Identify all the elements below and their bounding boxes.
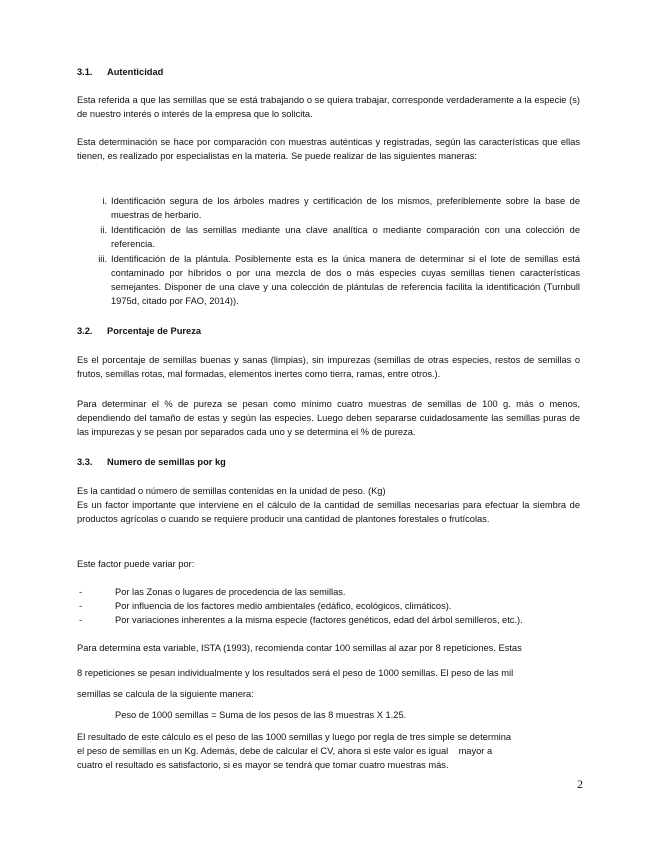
list-text: Por influencia de los factores medio ambientales (edáfico, ecológicos, climáticos).: [115, 601, 452, 611]
bullet: -: [79, 615, 83, 625]
section-title: Autenticidad: [107, 67, 164, 77]
list-text: Identificación segura de los árboles madres y certificación de los mismos, preferiblemente sobre la base de muestras de herbario.: [111, 196, 580, 220]
list-label: ii.: [100, 225, 107, 235]
list-text: Identificación de la plántula. Posiblemente esta es la única manera de determinar si el lote de semillas está contaminado por híbridos o por una mezcla de dos o más especies cuyas semillas tienen características semejantes. Disponer de una clave y una colección de plántulas de referencia facilita la identificación (Turnbull 1975d, citado por FAO, 2014)).: [111, 254, 580, 306]
list-label: i.: [102, 196, 107, 206]
section-heading-autenticidad: [77, 65, 580, 79]
section-number: 3.1.: [77, 67, 93, 77]
list-label: iii.: [98, 254, 107, 264]
section-heading-pureza: [77, 324, 580, 338]
text-line: Para determina esta variable, ISTA (1993), recomienda contar 100 semillas al azar por 8 repeticiones. Estas: [77, 643, 522, 653]
list-text: Identificación de las semillas mediante una clave analítica o mediante comparación con una colección de referencia.: [111, 225, 580, 249]
section-number: 3.3.: [77, 457, 93, 467]
section-heading-numero-semillas: [77, 455, 580, 469]
page-number: 2: [577, 777, 583, 791]
paragraph: Para determinar el % de pureza se pesan como mínimo cuatro muestras de semillas de 100 g. más o menos, dependiendo del tamaño de estas y según las especies. Luego deben separarse cuidadosamente las semillas puras de las impurezas y se pesan por separados cada uno y se determina el % de pureza.: [77, 399, 580, 437]
text-line: 8 repeticiones se pesan individualmente y los resultados será el peso de 1000 semillas. El peso de las mil: [77, 668, 514, 678]
paragraph: Esta referida a que las semillas que se está trabajando o se quiera trabajar, corresponde verdaderamente a la especie (s) de nuestro interés o interés de la empresa que lo solicita.: [77, 95, 580, 119]
section-title: Numero de semillas por kg: [107, 457, 226, 467]
paragraph: Este factor puede variar por:: [77, 559, 195, 569]
text-line: cuatro el resultado es satisfactorio, si es mayor se tendrá que tomar cuatro muestras más.: [77, 760, 449, 770]
paragraph: Esta determinación se hace por comparación con muestras auténticas y registradas, según las características que ellas tienen, es realizado por especialistas en la materia. Se puede realizar de las siguientes maneras:: [77, 137, 580, 161]
text-line: semillas se calcula de la siguiente manera:: [77, 689, 254, 699]
bullet: -: [79, 587, 83, 597]
text-line: El resultado de este cálculo es el peso de las 1000 semillas y luego por regla de tres simple se determina: [77, 732, 512, 742]
list-text: Por variaciones inherentes a la misma especie (factores genéticos, edad del árbol semilleros, etc.).: [115, 615, 523, 625]
list-text: Por las Zonas o lugares de procedencia de las semillas.: [115, 587, 346, 597]
paragraph: Es el porcentaje de semillas buenas y sanas (limpias), sin impurezas (semillas de otras especies, restos de semillas o frutos, semillas rotas, mal formadas, elementos inertes como tierra, ramas, entre otros.).: [77, 355, 580, 379]
paragraph: Es un factor importante que interviene en el cálculo de la cantidad de semillas necesarias para efectuar la siembra de productos agrícolas o cuando se requiere producir una cantidad de plantones forestales o frutícolas.: [77, 500, 580, 524]
bullet: -: [79, 601, 83, 611]
formula: Peso de 1000 semillas = Suma de los pesos de las 8 muestras X 1.25.: [115, 710, 407, 720]
section-title: Porcentaje de Pureza: [107, 326, 202, 336]
text-line: el peso de semillas en un Kg. Además, debe de calcular el CV, ahora si este valor es igual mayor a: [77, 746, 493, 756]
paragraph: Es la cantidad o número de semillas contenidas en la unidad de peso. (Kg): [77, 486, 386, 496]
section-number: 3.2.: [77, 326, 93, 336]
